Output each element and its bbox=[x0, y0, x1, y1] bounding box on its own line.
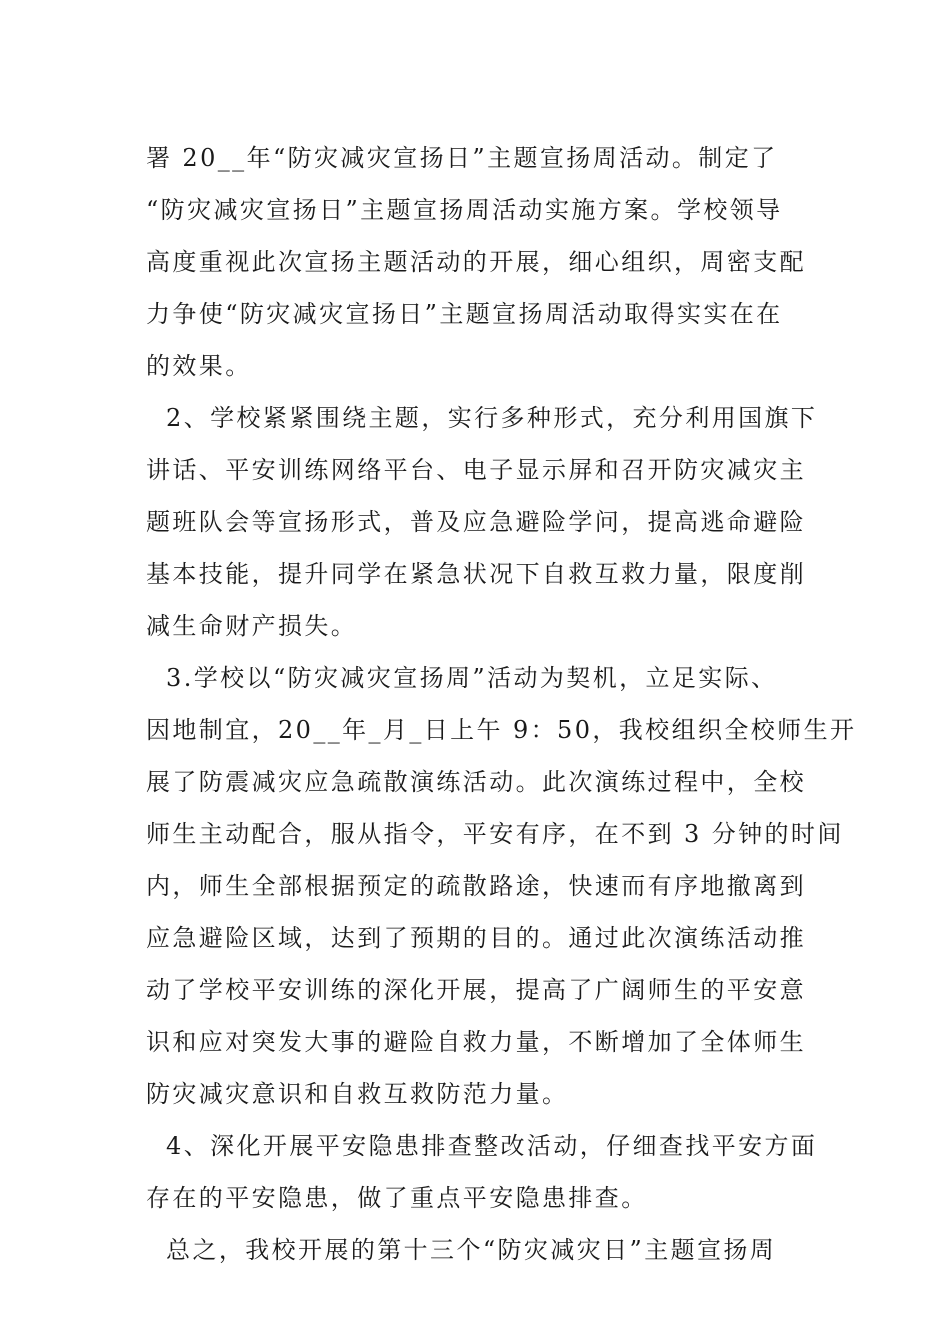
paragraph-5 bbox=[146, 1224, 806, 1276]
text-line: 防灾减灾意识和自救互救防范力量。 bbox=[146, 1080, 569, 1108]
text-line: 动了学校平安训练的深化开展，提高了广阔师生的平安意 bbox=[146, 976, 806, 1004]
text-line: 高度重视此次宣扬主题活动的开展，细心组织，周密支配 bbox=[146, 248, 806, 276]
text-line: 减生命财产损失。 bbox=[146, 612, 358, 640]
text-line: 基本技能，提升同学在紧急状况下自救互救力量，限度削 bbox=[146, 560, 806, 588]
document-body bbox=[146, 132, 857, 1276]
paragraph-1 bbox=[146, 132, 806, 392]
text-line: 应急避险区域，达到了预期的目的。通过此次演练活动推 bbox=[146, 924, 806, 952]
text-line: 内，师生全部根据预定的疏散路途，快速而有序地撤离到 bbox=[146, 872, 806, 900]
text-line: 总之，我校开展的第十三个“防灾减灾日”主题宣扬周 bbox=[146, 1236, 777, 1264]
paragraph-2 bbox=[146, 392, 818, 652]
text-line: 3.学校以“防灾减灾宣扬周”活动为契机，立足实际、 bbox=[146, 664, 778, 692]
text-line: 展了防震减灾应急疏散演练活动。此次演练过程中，全校 bbox=[146, 768, 806, 796]
text-line: 存在的平安隐患，做了重点平安隐患排查。 bbox=[146, 1184, 648, 1212]
text-line: 2、学校紧紧围绕主题，实行多种形式，充分利用国旗下 bbox=[146, 404, 818, 432]
text-line: 力争使“防灾减灾宣扬日”主题宣扬周活动取得实实在在 bbox=[146, 300, 783, 328]
text-line: 题班队会等宣扬形式，普及应急避险学问，提高逃命避险 bbox=[146, 508, 806, 536]
text-line: 的效果。 bbox=[146, 352, 252, 380]
text-line: 4、深化开展平安隐患排查整改活动，仔细查找平安方面 bbox=[146, 1132, 818, 1160]
paragraph-3 bbox=[146, 652, 857, 1120]
text-line: “防灾减灾宣扬日”主题宣扬周活动实施方案。学校领导 bbox=[146, 196, 783, 224]
text-line: 因地制宜，20__年_月_日上午 9：50，我校组织全校师生开 bbox=[146, 716, 857, 744]
text-line: 讲话、平安训练网络平台、电子显示屏和召开防灾减灾主 bbox=[146, 456, 806, 484]
text-line: 师生主动配合，服从指令，平安有序，在不到 3 分钟的时间 bbox=[146, 820, 844, 848]
text-line: 识和应对突发大事的避险自救力量，不断增加了全体师生 bbox=[146, 1028, 806, 1056]
paragraph-4 bbox=[146, 1120, 818, 1224]
text-line: 署 20__年“防灾减灾宣扬日”主题宣扬周活动。制定了 bbox=[146, 144, 778, 172]
